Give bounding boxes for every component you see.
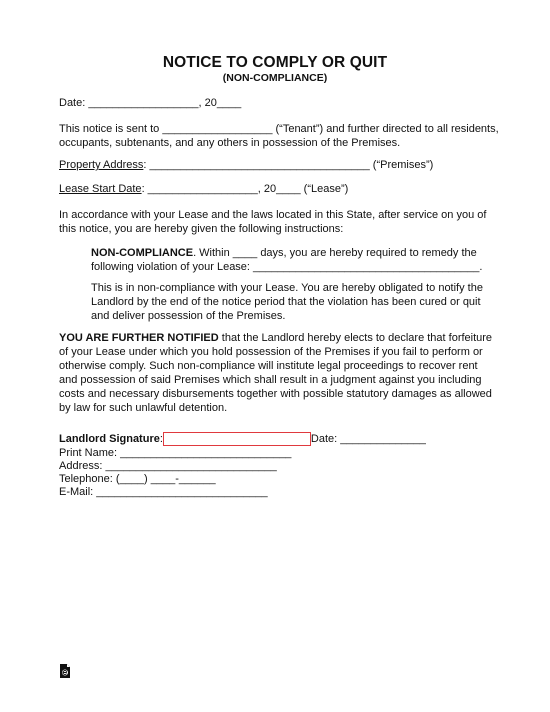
page-title: NOTICE TO COMPLY OR QUIT: [162, 54, 388, 71]
accordance-paragraph: In accordance with your Lease and the laws located in this State, after service on you of this notice, you are hereby given the following instructions:: [59, 209, 487, 235]
signature-colon: :: [159, 433, 163, 445]
print-name-line: Print Name: ____________________________: [59, 447, 292, 459]
landlord-signature-label: Landlord Signature: [59, 433, 160, 445]
eforms-logo-icon: [59, 664, 71, 678]
signature-date: Date: ______________: [310, 433, 426, 445]
telephone-line: Telephone: (____) ____-______: [59, 473, 216, 485]
property-address-blank: : ____________________________________ (“Premises”): [143, 159, 434, 171]
address-line: Address: ____________________________: [59, 460, 277, 472]
noncompliance-text: . Within ____ days, you are hereby required to remedy the following violation of your Lease: _____________________________________.: [91, 247, 483, 273]
page-subtitle: (NON-COMPLIANCE): [222, 72, 328, 84]
noncompliance-label: NON-COMPLIANCE: [91, 247, 194, 259]
noncompliance-paragraph: [91, 246, 491, 274]
further-notified-paragraph: [59, 331, 499, 415]
date-line: Date: __________________, 20____: [59, 97, 242, 109]
further-notified-label: YOU ARE FURTHER NOTIFIED: [59, 332, 219, 344]
lease-start-label: Lease Start Date: [59, 183, 142, 195]
landlord-signature-field[interactable]: [163, 432, 311, 446]
property-address-label: Property Address: [59, 159, 144, 171]
lease-start-blank: : __________________, 20____ (“Lease”): [141, 183, 349, 195]
signature-row: [59, 432, 499, 446]
email-line: E-Mail: ____________________________: [59, 486, 268, 498]
property-address-line: [59, 158, 499, 172]
further-notified-text: that the Landlord hereby elects to declare that forfeiture of your Lease under which you hold possession of the Premises if you fail to perform or otherwise comply. Such non-compliance will institute legal proceedings to recover rent and possession of said Premises which shall result in a judgment against you including costs and necessary disbursements together with possible statutory damages as allowed by law for such unlawful detention.: [59, 332, 493, 414]
obligation-paragraph: This is in non-compliance with your Lease. You are hereby obligated to notify the Landlord by the end of the notice period that the violation has been cured or quit and deliver possession of the Premises.: [91, 282, 483, 322]
notice-sent-paragraph: This notice is sent to __________________ (“Tenant”) and further directed to all residents, occupants, subtenants, and any others in possession of the Premises.: [59, 123, 499, 149]
lease-start-line: [59, 182, 499, 196]
